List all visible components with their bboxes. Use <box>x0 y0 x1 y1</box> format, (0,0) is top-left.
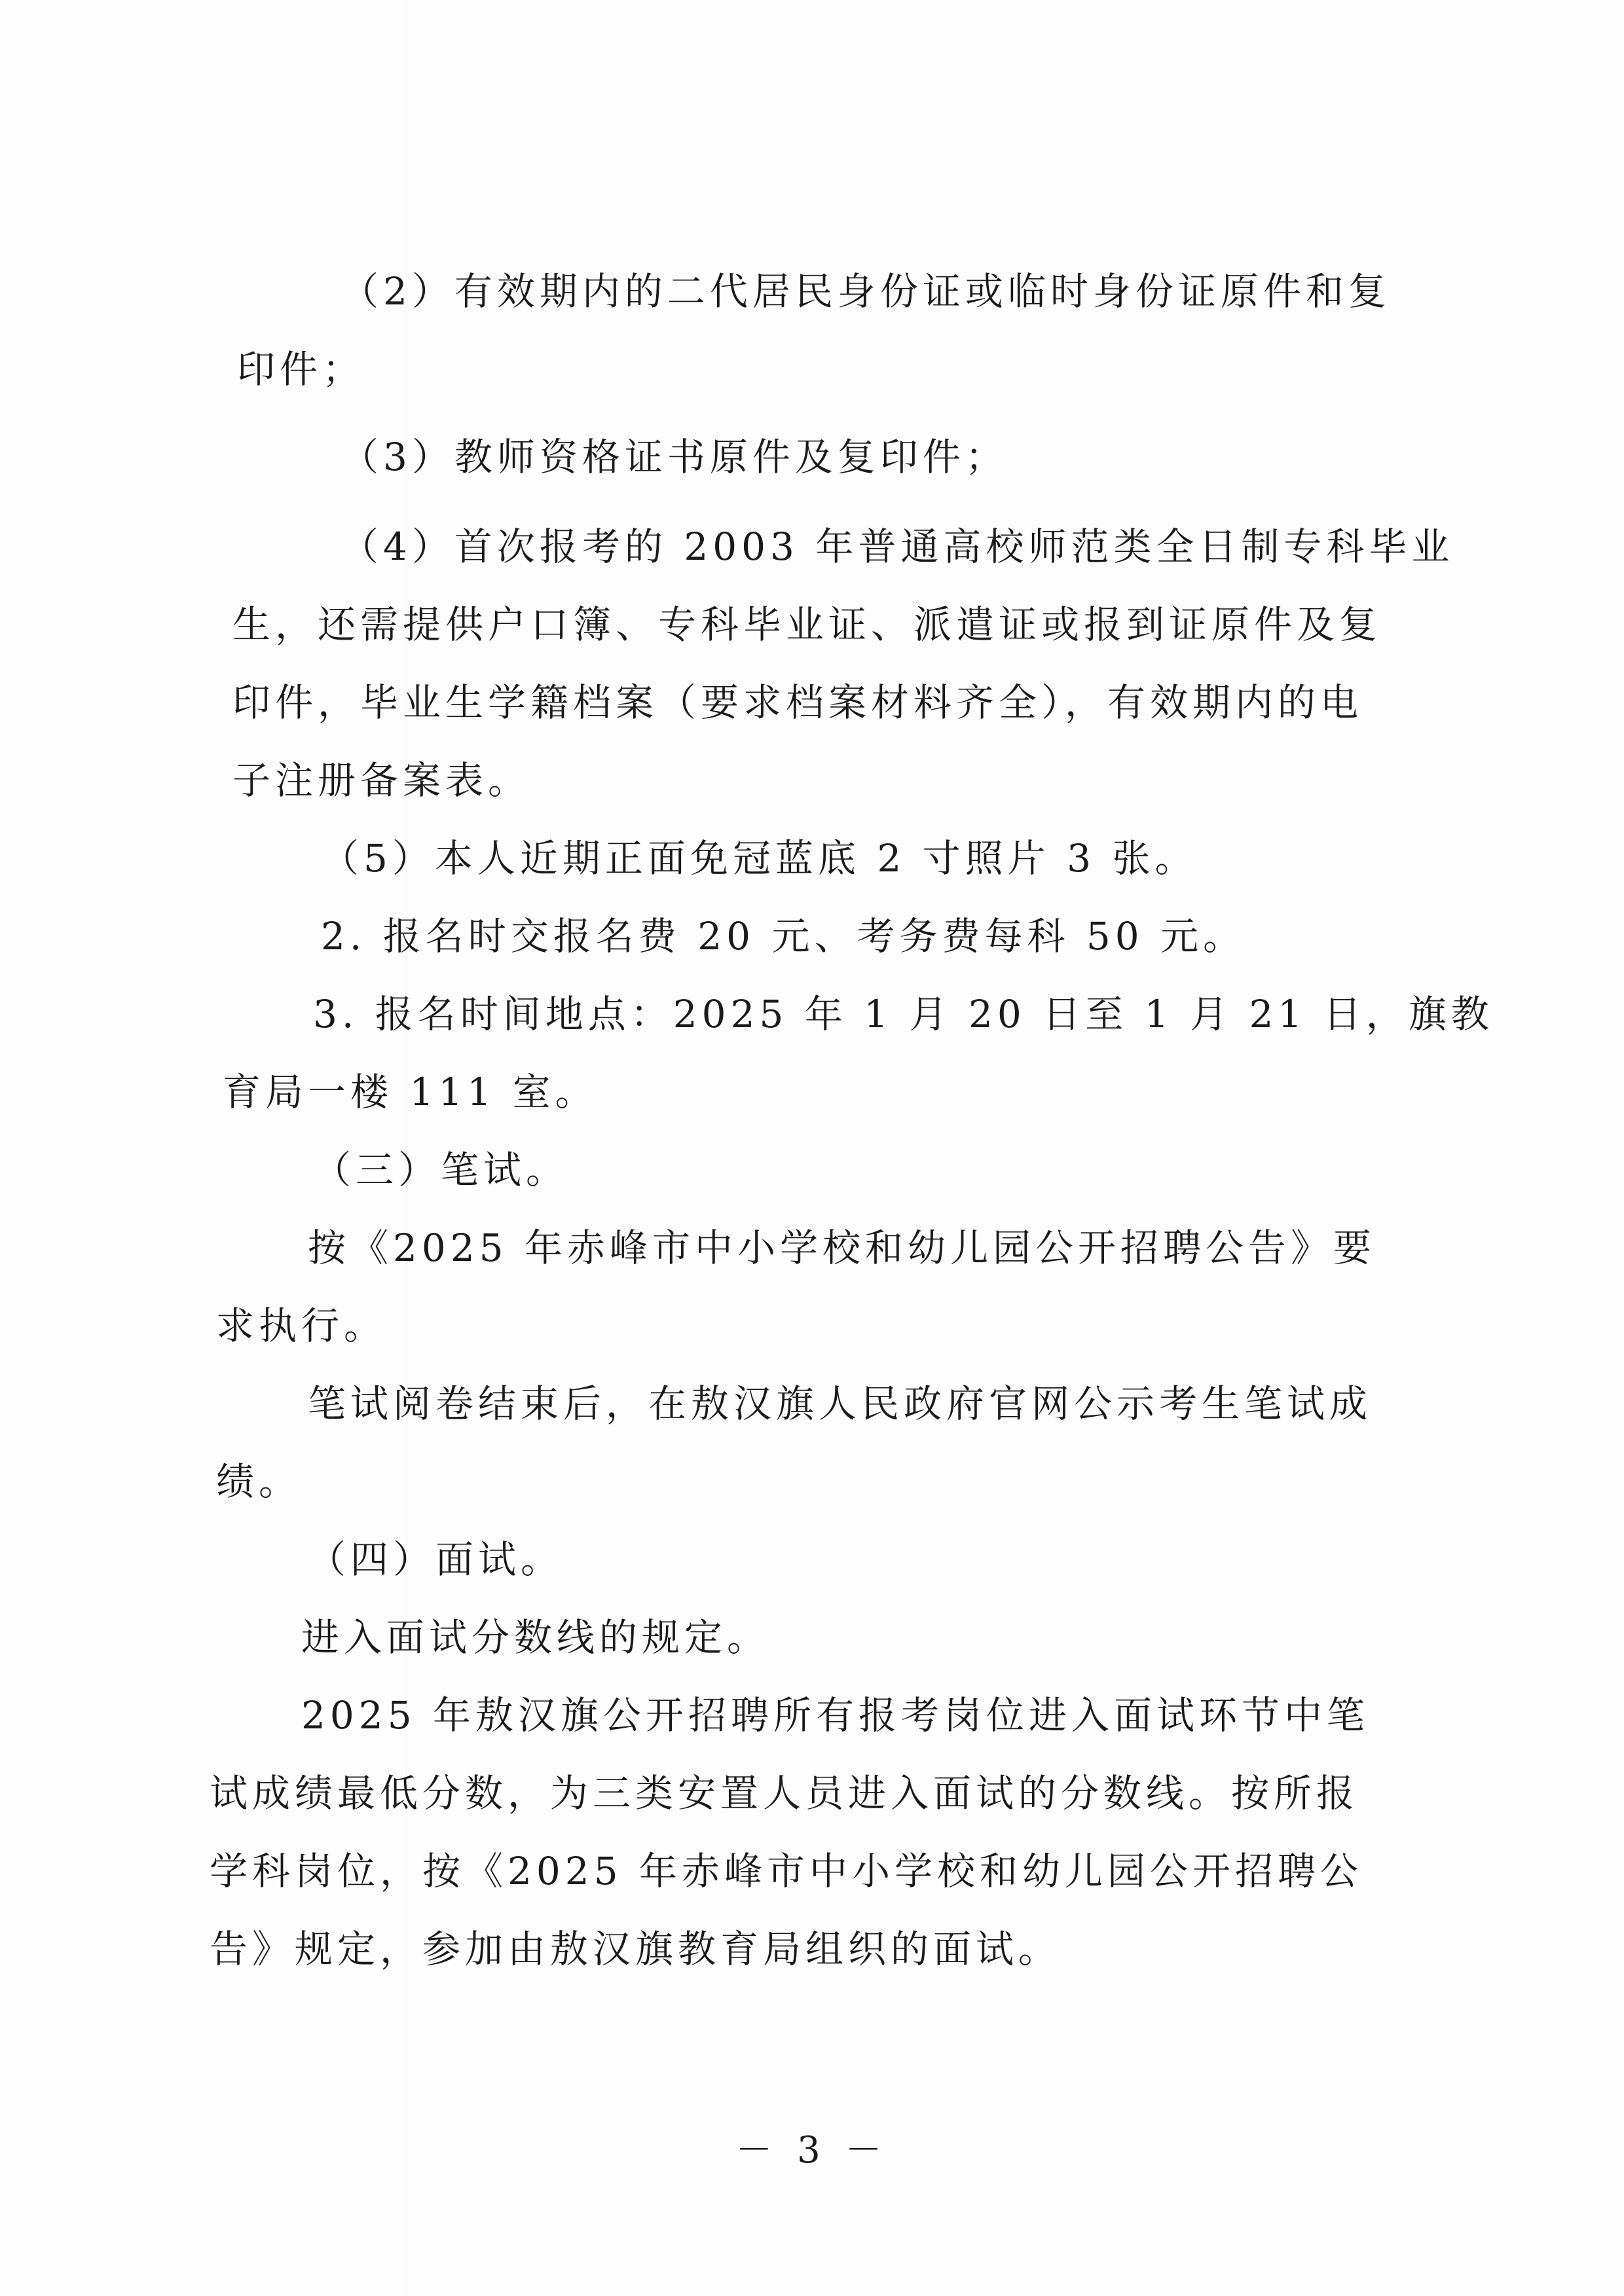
text-line: （4）首次报考的 2003 年普通高校师范类全日制专科毕业 <box>341 524 1454 569</box>
text-line: 3. 报名时间地点：2025 年 1 月 20 日至 1 月 21 日，旗教 <box>313 992 1494 1036</box>
text-line: 印件，毕业生学籍档案（要求档案材料齐全），有效期内的电 <box>232 680 1363 725</box>
text-line: 进入面试分数线的规定。 <box>301 1615 770 1660</box>
text-line: 印件； <box>237 347 365 392</box>
page-number: － 3 － <box>735 2129 889 2172</box>
text-line: 学科岗位，按《2025 年赤峰市中小学校和幼儿园公开招聘公 <box>210 1849 1363 1893</box>
text-line: 告》规定，参加由敖汉旗教育局组织的面试。 <box>210 1927 1061 1971</box>
text-line: （3）教师资格证书原件及复印件； <box>341 435 1008 479</box>
text-line: 笔试阅卷结束后，在敖汉旗人民政府官网公示考生笔试成 <box>308 1381 1373 1426</box>
text-line: 2025 年敖汉旗公开招聘所有报考岗位进入面试环节中笔 <box>301 1693 1370 1738</box>
text-line: （5）本人近期正面免冠蓝底 2 寸照片 3 张。 <box>321 836 1198 881</box>
text-line: 子注册备案表。 <box>232 758 531 803</box>
text-line: 按《2025 年赤峰市中小学校和幼儿园公开招聘公告》要 <box>308 1226 1376 1270</box>
text-line: （2）有效期内的二代居民身份证或临时身份证原件和复 <box>341 269 1391 314</box>
text-line: 试成绩最低分数，为三类安置人员进入面试的分数线。按所报 <box>210 1771 1359 1815</box>
text-line: （三）笔试。 <box>313 1148 569 1192</box>
text-line: 求执行。 <box>216 1303 387 1348</box>
text-line: 生，还需提供户口簿、专科毕业证、派遣证或报到证原件及复 <box>232 602 1382 647</box>
text-line: 2. 报名时交报名费 20 元、考务费每科 50 元。 <box>321 914 1246 958</box>
text-line: 绩。 <box>216 1459 302 1504</box>
text-line: （四）面试。 <box>308 1537 564 1582</box>
text-line: 育局一楼 111 室。 <box>223 1070 598 1114</box>
